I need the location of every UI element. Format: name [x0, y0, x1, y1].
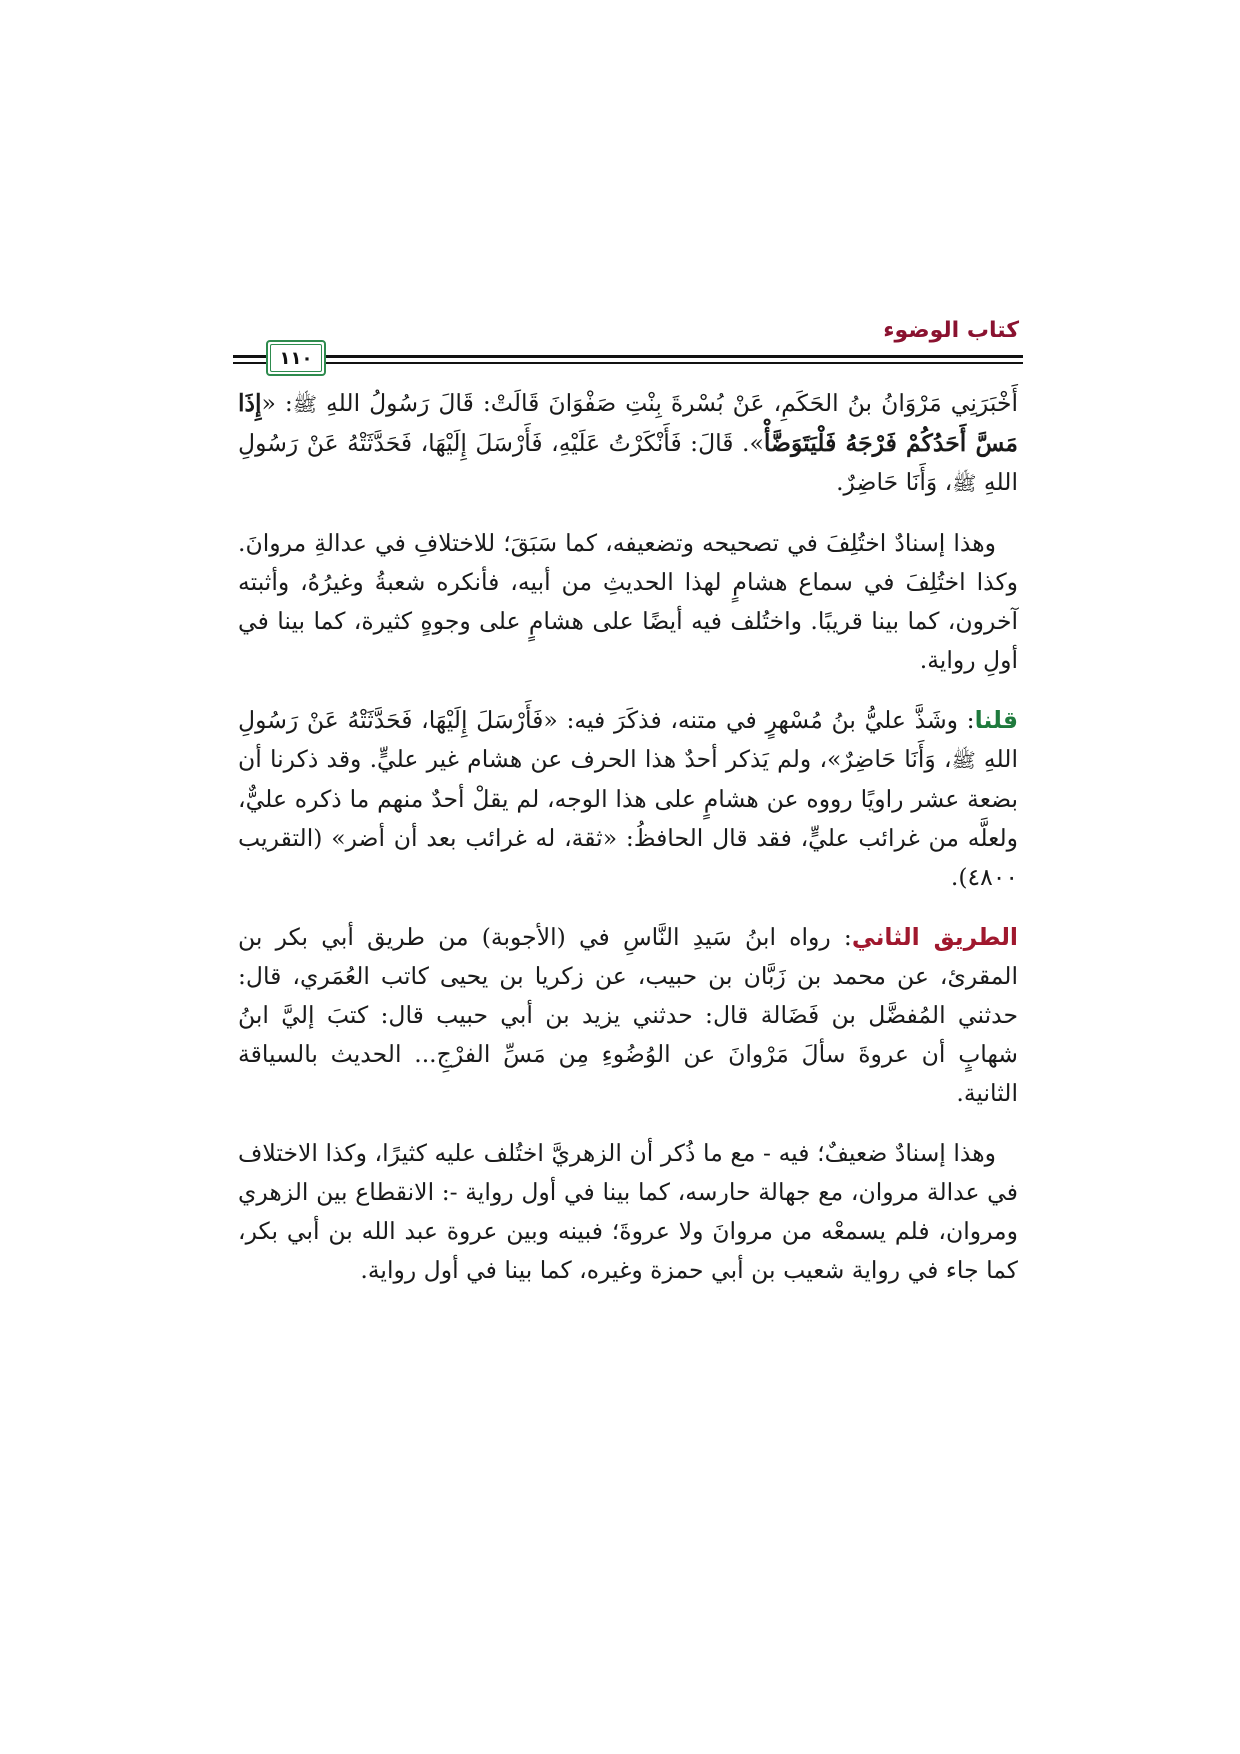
paragraph-5: وهذا إسنادٌ ضعيفٌ؛ فيه - مع ما ذُكر أن الزهريَّ اختُلف عليه كثيرًا، وكذا الاختلاف في عدالة مروان، مع جهالة حارسه، كما بينا في أول رواية -: الانقطاع بين الزهري ومروان، فلم يسمعْه من مروانَ ولا عروةَ؛ فبينه وبين عروة عبد الله بن أبي بكر، كما جاء في رواية شعيب بن أبي حمزة وغيره، كما بينا في أول رواية.	[238, 1139, 1018, 1284]
salutation-icon: ﷺ	[951, 748, 976, 772]
body-text	[238, 384, 1018, 1311]
book-title: كتاب الوضوء	[883, 318, 1019, 343]
p4-part-a: : رواه ابنُ سَيدِ النَّاسِ في (الأجوبة) من طريق أبي بكر بن المقرئ، عن محمد بن زَبَّان بن حبيب، عن زكريا بن يحيى كاتب العُمَري، قال: حدثني المُفضَّل بن فَضَالة قال: حدثني يزيد بن أبي حبيب قال: كتبَ إليَّ ابنُ شهابٍ أن عروةَ سألَ مَرْوانَ عن الوُضُوءِ مِن مَسِّ الفرْجِ... الحديث بالسياقة الثانية.	[238, 923, 1018, 1107]
paragraph-4	[238, 918, 1018, 1113]
p3-part-a: : وشَذَّ عليُّ بنُ مُسْهرٍ في متنه، فذكَرَ فيه: «فَأَرْسَلَ إِلَيْهَا، فَحَدَّثَتْهُ عَنْ رَسُولِ اللهِ	[238, 706, 1018, 773]
page-header	[233, 318, 1023, 369]
hadith-text: إِذَا مَسَّ أَحَدُكُمْ فَرْجَهُ فَلْيَتَوَضَّأْ	[238, 389, 1018, 457]
salutation-icon: ﷺ	[292, 392, 318, 416]
p3-part-b: ، وَأَنَا حَاضِرٌ»، ولم يَذكر أحدٌ هذا الحرف عن هشام غير عليٍّ. وقد ذكرنا أن بضعة عشر راويًا رووه عن هشامٍ على هذا الوجه، لم يقلْ أحدٌ منهم ما ذكره عليٌّ، ولعلَّه من غرائب عليٍّ، فقد قال الحافظُ: «ثقة، له غرائب بعد أن أضر» (التقريب ٤٨٠٠).	[238, 745, 1018, 891]
p1-part-c: ». قَالَ: فَأَنْكَرْتُ عَلَيْهِ، فَأَرْسَلَ إِلَيْهَا، فَحَدَّثَتْهُ عَنْ رَسُولِ اللهِ	[238, 429, 1018, 496]
header-rule-thick	[233, 355, 1023, 358]
paragraph-lead: قلنا	[974, 706, 1018, 734]
paragraph-lead: الطريق الثاني	[851, 923, 1018, 951]
paragraph-2: وهذا إسنادٌ اختُلِفَ في تصحيحه وتضعيفه، كما سَبَقَ؛ للاختلافِ في عدالةِ مروانَ. وكذا اختُلِفَ في سماع هشامٍ لهذا الحديثِ من أبيه، فأنكره شعبةُ وغيرُهُ، وأثبته آخرون، كما بينا قريبًا. واختُلف فيه أيضًا على هشامٍ على وجوهٍ كثيرة، كما بينا في أولِ رواية.	[238, 529, 1018, 674]
salutation-icon: ﷺ	[952, 471, 977, 495]
p1-part-d: ، وَأَنَا حَاضِرٌ.	[836, 468, 953, 496]
header-rule-thin	[233, 362, 1023, 364]
page-number-box	[266, 340, 326, 376]
paragraph-1	[238, 384, 1018, 503]
page-number: ١١٠	[279, 347, 313, 369]
paragraph-3	[238, 701, 1018, 897]
p1-part-b: : «	[261, 389, 293, 417]
p1-part-a: أَخْبَرَنِي مَرْوَانُ بنُ الحَكَمِ، عَنْ بُسْرةَ بِنْتِ صَفْوَانَ قَالَتْ: قَالَ رَسُولُ اللهِ	[326, 389, 1018, 417]
